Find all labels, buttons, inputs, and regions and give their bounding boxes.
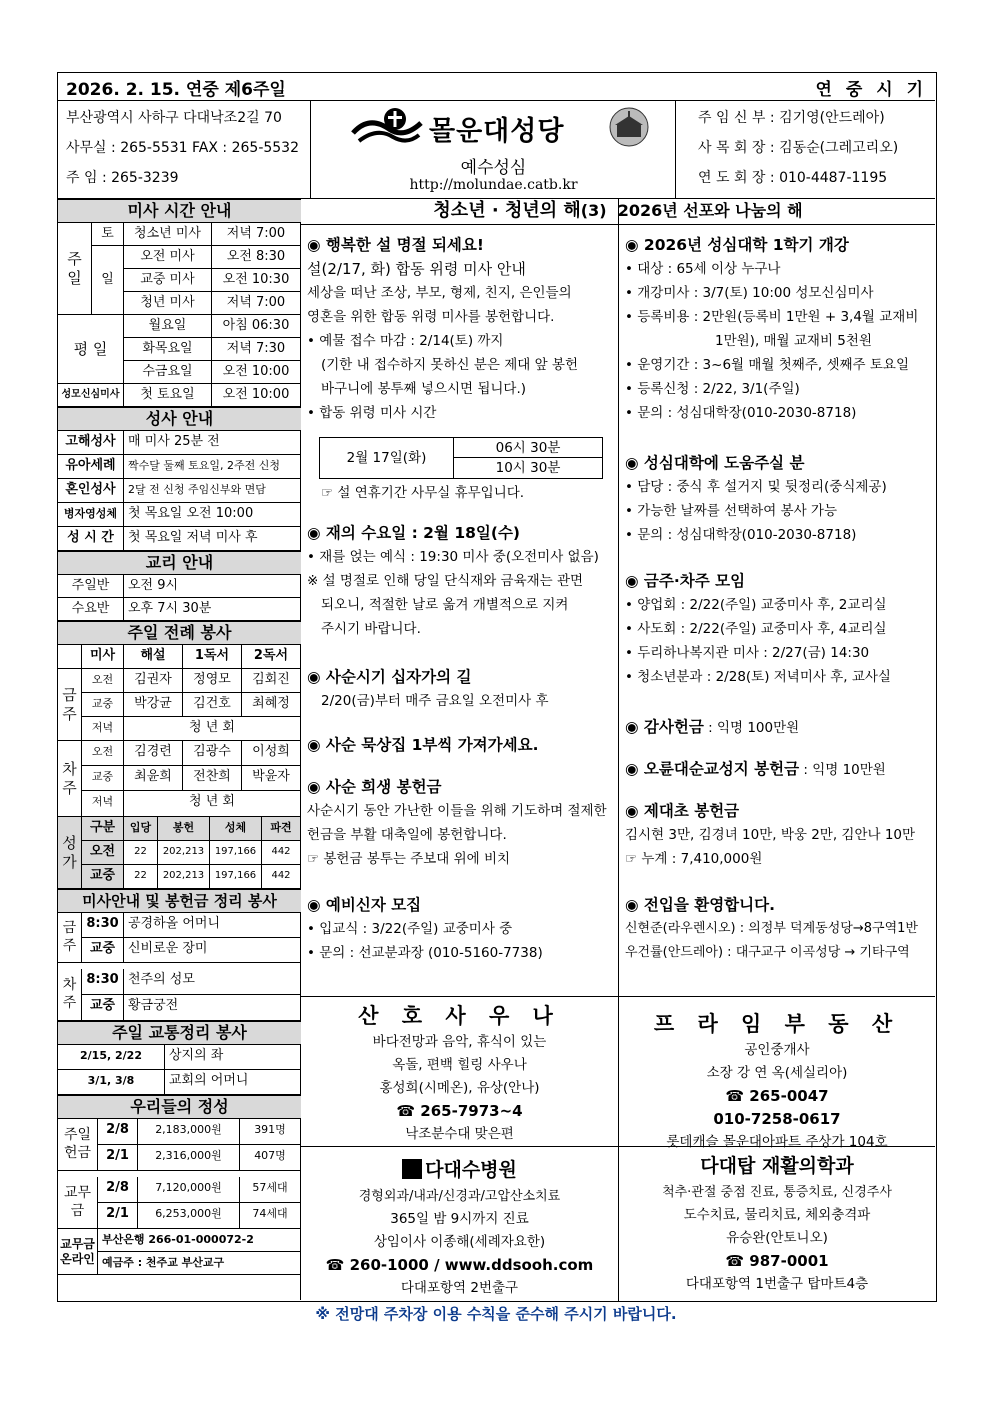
liturgy-service-title: 주일 전례 봉사 <box>58 621 301 645</box>
church-motto: 예수성심 <box>460 158 527 178</box>
liturgical-season: 연 중 시 기 <box>815 80 927 100</box>
traffic-group: 상지의 좌 <box>165 1045 301 1070</box>
ash-wednesday-notice <box>307 521 614 641</box>
liturgy-mass: 저녁 <box>82 717 124 741</box>
liturgy-mass: 저녁 <box>82 791 124 817</box>
liturgy-person: 이성희 <box>242 741 301 766</box>
notice-text: ☞ 봉헌금 봉투는 주보대 위에 비치 <box>307 851 511 867</box>
catechism-class: 수요반 <box>58 598 124 621</box>
church-staff <box>676 101 935 199</box>
sacrament-info: 첫 목요일 오전 10:00 <box>124 503 301 527</box>
notice-text: 사순시기 동안 가난한 이들을 위해 기도하며 절제한 <box>307 803 607 819</box>
choir-song: 442 <box>262 841 301 865</box>
office-closed-note <box>307 481 614 505</box>
special-mass-time: 오전 10:00 <box>212 384 301 407</box>
choir-song: 22 <box>124 841 158 865</box>
advertisements <box>301 996 935 1300</box>
guide-mass: 교중 <box>82 938 124 963</box>
mass-time: 저녁 7:00 <box>212 223 301 246</box>
choir-song: 22 <box>124 865 158 889</box>
ad-title: 다대탑 재활의학과 <box>700 1155 854 1177</box>
year-theme-subtitle: 2026년 선포와 나눔의 해 <box>617 201 803 220</box>
catechism-title: 교리 안내 <box>58 551 301 575</box>
notice-text: • 등록비용 : 2만원(등록비 1만원 + 3,4월 교재비 <box>625 309 919 325</box>
offering-date: 2/1 <box>98 1203 138 1229</box>
liturgy-mass: 오전 <box>82 669 124 693</box>
catechism-time: 오후 7시 30분 <box>124 598 301 621</box>
notice-text: (기한 내 접수하지 못하신 분은 제대 앞 봉헌 <box>321 357 579 373</box>
choir-mass: 교중 <box>82 865 124 889</box>
sacrament-label: 혼인성사 <box>58 479 124 503</box>
traffic-date: 3/1, 3/8 <box>58 1070 165 1095</box>
notice-text: 영혼을 위한 합동 위령 미사를 봉헌합니다. <box>307 309 555 325</box>
volunteer-notice <box>625 451 931 547</box>
sacrament-label: 고해성사 <box>58 431 124 455</box>
notice-text: 세상을 떠난 조상, 부모, 형제, 친지, 은인들의 <box>307 285 572 301</box>
notice-text: : 익명 100만원 <box>703 720 800 736</box>
lent-booklet-notice <box>307 733 614 757</box>
notice-title: ◉ 사순 희생 봉헌금 <box>307 778 442 796</box>
notice-text: 우건률(안드레아) : 대구교구 이곡성당 → 기타구역 <box>625 945 910 960</box>
ad-title: 다대수병원 <box>301 1155 618 1185</box>
notice-text: • 운영기간 : 3~6월 매월 첫째주, 셋째주 토요일 <box>625 357 909 373</box>
next-week-label: 차주 <box>58 741 82 817</box>
offering-date: 2/8 <box>98 1177 138 1203</box>
traffic-group: 교회의 어머니 <box>165 1070 301 1095</box>
liturgy-mass: 오전 <box>82 741 124 766</box>
notice-text: • 두리하나복지관 미사 : 2/27(금) 14:30 <box>625 645 870 661</box>
year-theme-number: (3) <box>580 201 607 220</box>
liturgy-person: 박강균 <box>124 693 183 717</box>
weekday-time: 오전 10:00 <box>212 361 301 384</box>
notice-text: • 개강미사 : 3/7(토) 10:00 성모신심미사 <box>625 285 874 301</box>
liturgy-mass: 교중 <box>82 693 124 717</box>
prayer-leader: 연 도 회 장 : 010-4487-1195 <box>698 170 888 186</box>
ad-text: 척추·관절 중점 진료, 통증치료, 신경주사 <box>662 1185 892 1200</box>
sacrament-info: 매 미사 25분 전 <box>124 431 301 455</box>
notice-text: • 양업회 : 2/22(주일) 교중미사 후, 2교리실 <box>625 597 887 613</box>
notice-subtitle: 설(2/17, 화) 합동 위령 미사 안내 <box>307 260 526 278</box>
notice-text: • 가능한 날짜를 선택하여 봉사 가능 <box>625 503 837 519</box>
account-holder: 예금주 : 천주교 부산교구 <box>98 1252 301 1275</box>
guide-this-week: 금주 <box>58 913 82 963</box>
catechism-class: 주일반 <box>58 575 124 598</box>
mass-time: 오전 8:30 <box>212 246 301 269</box>
ad-title: 프 라 임 부 동 산 <box>653 1012 901 1036</box>
mass-time: 오전 10:30 <box>212 269 301 292</box>
liturgy-person: 김회진 <box>242 669 301 693</box>
church-address: 부산광역시 사하구 다대낙조2길 70 <box>66 110 282 126</box>
liturgy-header: 1독서 <box>183 645 242 669</box>
choir-label: 성가 <box>58 817 82 889</box>
ad-text: 옥돌, 편백 힐링 사우나 <box>392 1057 527 1073</box>
seniors-college-notice <box>625 233 931 425</box>
pastor-phone: 주 임 : 265-3239 <box>66 170 179 186</box>
notice-text: ※ 설 명절로 인해 당일 단식재와 금육재는 관면 <box>307 573 584 589</box>
memorial-mass-time: 10시 30분 <box>495 460 561 476</box>
catechumen-notice <box>307 893 614 965</box>
notice-title: ◉ 재의 수요일 : 2월 18일(수) <box>307 524 521 542</box>
notice-title: ◉ 전입을 환영합니다. <box>625 896 775 914</box>
choir-song: 197,166 <box>210 841 262 865</box>
mass-times-title: 미사 시간 안내 <box>58 199 301 223</box>
new-year-notice <box>307 233 614 425</box>
church-header <box>58 101 935 199</box>
notice-title: ◉ 제대초 봉헌금 <box>625 802 740 820</box>
sacrament-info: 짝수달 둘째 토요일, 2주전 신청 <box>124 455 301 479</box>
liturgy-group: 청 년 회 <box>124 717 301 741</box>
ad-phone[interactable]: ☎ 260-1000 / www.ddsooh.com <box>325 1256 594 1274</box>
ad-text: 365일 밤 9시까지 진료 <box>390 1211 529 1227</box>
offering-count: 74세대 <box>240 1203 301 1229</box>
choir-song: 202,213 <box>158 841 210 865</box>
choir-song: 442 <box>262 865 301 889</box>
mass-name: 교중 미사 <box>124 269 212 292</box>
offering-count: 407명 <box>240 1145 301 1171</box>
ad-phone: 010-7258-0617 <box>713 1110 841 1128</box>
weekday-label: 평 일 <box>58 315 124 384</box>
guide-mass: 8:30 <box>82 913 124 938</box>
notice-text: • 등록신청 : 2/22, 3/1(주일) <box>625 381 800 397</box>
ad-realestate <box>619 997 935 1150</box>
liturgy-person: 정영모 <box>183 669 242 693</box>
offering-count: 57세대 <box>240 1177 301 1203</box>
left-column <box>58 199 301 1300</box>
sacrament-label: 병자영성체 <box>58 503 124 527</box>
notice-text: • 예물 접수 마감 : 2/14(토) 까지 <box>307 333 504 349</box>
notice-title: ◉ 사순 묵상집 1부씩 가져가세요. <box>307 736 539 754</box>
mass-time: 저녁 7:00 <box>212 292 301 315</box>
saturday-label: 토 <box>92 223 124 246</box>
guide-mass: 8:30 <box>82 969 124 995</box>
notice-title: ◉ 금주·차주 모임 <box>625 572 746 590</box>
sacrament-label: 유아세례 <box>58 455 124 479</box>
sunday-label: 주 일 <box>58 223 92 315</box>
notice-title: ◉ 예비신자 모집 <box>307 896 422 914</box>
ad-title: 산 호 사 우 나 <box>358 1004 561 1028</box>
liturgy-person: 최혜정 <box>242 693 301 717</box>
ad-phone: ☎ 265-7973~4 <box>396 1102 523 1120</box>
lent-offering-notice <box>307 775 614 871</box>
hospital-logo-icon <box>402 1159 422 1179</box>
liturgy-person: 김권자 <box>124 669 183 693</box>
sacrament-info: 첫 목요일 저녁 미사 후 <box>124 527 301 551</box>
notice-text: • 재를 얹는 예식 : 19:30 미사 중(오전미사 없음) <box>307 549 599 565</box>
liturgy-person: 박윤자 <box>242 766 301 791</box>
ad-sauna <box>301 997 619 1147</box>
middle-column <box>301 199 619 996</box>
choir-header: 봉헌 <box>158 817 210 841</box>
stations-of-cross-notice <box>307 665 614 713</box>
pastor-name: 주 임 신 부 : 김기영(안드레아) <box>698 110 885 126</box>
welcome-newcomers <box>625 893 931 965</box>
notice-text: • 문의 : 선교분과장 (010-5160-7738) <box>307 945 543 961</box>
liturgy-header: 미사 <box>82 645 124 669</box>
ad-text: 낙조분수대 맞은편 <box>405 1126 514 1142</box>
notice-title: ◉ 사순시기 십자가의 길 <box>307 668 472 686</box>
notice-title: ◉ 성심대학에 도움주실 분 <box>625 454 805 472</box>
offering-amount: 7,120,000원 <box>138 1177 240 1203</box>
shrine-offering <box>625 757 931 782</box>
parking-notice: ※ 전망대 주차장 이용 수칙을 준수해 주시기 바랍니다. <box>315 1305 677 1323</box>
bank-account: 부산은행 266-01-000072-2 <box>98 1229 301 1252</box>
ad-text: 롯데캐슬 몰운대아파트 주상가 104호 <box>666 1134 888 1150</box>
liturgy-person: 전찬희 <box>183 766 242 791</box>
this-week-label: 금주 <box>58 669 82 741</box>
offering-amount: 6,253,000원 <box>138 1203 240 1229</box>
guide-mass: 교중 <box>82 995 124 1021</box>
notice-text: 되오니, 적절한 날로 옮겨 개별적으로 지켜 <box>321 597 569 613</box>
liturgy-person: 김건호 <box>183 693 242 717</box>
guide-next-week: 차주 <box>58 969 82 1021</box>
choir-song: 197,166 <box>210 865 262 889</box>
choir-header: 구분 <box>82 817 124 841</box>
office-phone: 사무실 : 265-5531 FAX : 265-5532 <box>66 140 299 156</box>
weekday-name: 화목요일 <box>124 338 212 361</box>
traffic-service-title: 주일 교통정리 봉사 <box>58 1021 301 1045</box>
right-column <box>619 225 935 996</box>
sacrament-label: 성 시 간 <box>58 527 124 551</box>
ad-text: 다대포항역 1번출구 탑마트4층 <box>685 1276 869 1292</box>
notice-text: 1만원), 매월 교재비 5천원 <box>715 333 872 349</box>
online-label: 교무금 온라인 <box>58 1229 98 1275</box>
ad-text: 다대포항역 2번출구 <box>400 1280 519 1296</box>
guide-group: 공경하올 어머니 <box>124 913 301 938</box>
choir-header: 성체 <box>210 817 262 841</box>
offering-date: 2/1 <box>98 1145 138 1171</box>
notice-text: 김시현 3만, 김경녀 10만, 박웅 2만, 김안나 10만 <box>625 827 916 843</box>
day-label: 일 <box>92 246 124 315</box>
notice-title: ◉ 오륜대순교성지 봉헌금 <box>625 760 800 778</box>
memorial-mass-time-table <box>319 437 603 479</box>
liturgy-corner <box>58 645 82 669</box>
altar-candle-offering <box>625 799 931 871</box>
notice-text: • 합동 위령 미사 시간 <box>307 405 437 421</box>
notice-title: ◉ 2026년 성심대학 1학기 개강 <box>625 236 849 254</box>
guide-group: 황금궁전 <box>124 995 301 1021</box>
notice-text: 헌금을 부활 대축일에 봉헌합니다. <box>307 827 507 843</box>
notice-text: 바구니에 봉투째 넣으시면 됩니다.) <box>321 381 527 397</box>
choir-mass: 오전 <box>82 841 124 865</box>
notice-title: ◉ 행복한 설 명절 되세요! <box>307 236 484 254</box>
sunday-offering-label: 주일 헌금 <box>58 1119 98 1171</box>
ad-text: 경형외과/내과/신경과/고압산소치료 <box>358 1189 561 1204</box>
liturgy-header: 2독서 <box>242 645 301 669</box>
bulletin-date: 2026. 2. 15. 연중 제6주일 <box>66 80 286 100</box>
memorial-mass-date: 2월 17일(화) <box>320 438 454 478</box>
liturgy-group: 청 년 회 <box>124 791 301 817</box>
ad-text: 상임이사 이종해(세례자요한) <box>373 1234 546 1250</box>
bulletin-page <box>57 72 937 1302</box>
ad-text: 소장 강 연 옥(세실리아) <box>706 1065 848 1081</box>
council-chairman: 사 목 회 장 : 김동순(그레고리오) <box>698 140 899 156</box>
offering-count: 391명 <box>240 1119 301 1145</box>
ad-text: 공인중개사 <box>744 1042 810 1058</box>
notice-text: • 담당 : 중식 후 설거지 및 뒷정리(중식제공) <box>625 479 887 495</box>
weekday-time: 저녁 7:30 <box>212 338 301 361</box>
meetings-notice <box>625 569 931 689</box>
choir-header: 입당 <box>124 817 158 841</box>
notice-title: ◉ 감사헌금 <box>625 718 704 736</box>
liturgy-person: 김경련 <box>124 741 183 766</box>
liturgy-person: 김광수 <box>183 741 242 766</box>
church-url[interactable]: http://molundae.catb.kr <box>409 177 578 193</box>
notice-text: • 입교식 : 3/22(주일) 교중미사 중 <box>307 921 513 937</box>
notice-text: 주시기 바랍니다. <box>321 621 421 637</box>
date-row <box>58 73 935 101</box>
notice-text: • 대상 : 65세 이상 누구나 <box>625 261 781 277</box>
guide-group: 천주의 성모 <box>124 969 301 995</box>
monthly-offering-label: 교무 금 <box>58 1177 98 1229</box>
liturgy-header: 해설 <box>124 645 183 669</box>
guide-group: 신비로운 장미 <box>124 938 301 963</box>
special-mass-name: 첫 토요일 <box>124 384 212 407</box>
notice-text: • 사도회 : 2/22(주일) 교중미사 후, 4교리실 <box>625 621 887 637</box>
liturgy-person: 최윤희 <box>124 766 183 791</box>
church-contact <box>58 101 311 199</box>
special-mass-label: 성모신심미사 <box>58 384 124 407</box>
ad-text: 바다전망과 음악, 휴식이 있는 <box>372 1034 547 1050</box>
thanksgiving-offering <box>625 715 931 740</box>
ad-hospital <box>301 1147 619 1301</box>
mass-name: 청년 미사 <box>124 292 212 315</box>
notice-text: • 문의 : 성심대학장(010-2030-8718) <box>625 405 857 421</box>
ad-phone: ☎ 265-0047 <box>725 1087 829 1105</box>
ad-text: 도수치료, 물리치료, 체외충격파 <box>683 1207 871 1223</box>
mass-name: 청소년 미사 <box>124 223 212 246</box>
weekday-time: 아침 06:30 <box>212 315 301 338</box>
memorial-mass-time: 06시 30분 <box>454 438 602 458</box>
guide-service-title: 미사안내 및 봉헌금 정리 봉사 <box>58 889 301 913</box>
offering-amount: 2,316,000원 <box>138 1145 240 1171</box>
notice-text: • 문의 : 성심대학장(010-2030-8718) <box>625 527 857 543</box>
notice-text: ☞ 누계 : 7,410,000원 <box>625 851 763 867</box>
notice-text: 2/20(금)부터 매주 금요일 오전미사 후 <box>321 693 549 709</box>
offering-title: 우리들의 정성 <box>58 1095 301 1119</box>
ad-rehab-clinic <box>619 1147 935 1301</box>
notice-text: 신현준(라우렌시오) : 의정부 덕계동성당→8구역1반 <box>625 921 918 936</box>
sacraments-title: 성사 안내 <box>58 407 301 431</box>
offering-amount: 2,183,000원 <box>138 1119 240 1145</box>
mass-name: 오전 미사 <box>124 246 212 269</box>
church-emblem-icon <box>349 105 425 149</box>
notice-text: • 청소년분과 : 2/28(토) 저녁미사 후, 교사실 <box>625 669 891 685</box>
weekday-name: 수금요일 <box>124 361 212 384</box>
offering-date: 2/8 <box>98 1119 138 1145</box>
notice-text: : 익명 10만원 <box>799 762 886 778</box>
catechism-time: 오전 9시 <box>124 575 301 598</box>
year-theme-title: 청소년 · 청년의 해 <box>433 200 581 221</box>
notice-text: ☞ 설 연휴기간 사무실 휴무입니다. <box>321 485 525 501</box>
liturgy-mass: 교중 <box>82 766 124 791</box>
ad-text: 유승완(안토니오) <box>726 1230 828 1246</box>
traffic-date: 2/15, 2/22 <box>58 1045 165 1070</box>
sacrament-info: 2달 전 신청 주임신부와 면담 <box>124 479 301 503</box>
church-name: 몰운대성당 <box>429 116 565 147</box>
ad-phone: ☎ 987-0001 <box>725 1252 829 1270</box>
church-logo-area <box>311 101 676 199</box>
church-building-icon <box>607 107 651 147</box>
choir-song: 202,213 <box>158 865 210 889</box>
ad-text: 홍성희(시메온), 유상(안나) <box>379 1080 540 1096</box>
weekday-name: 월요일 <box>124 315 212 338</box>
choir-header: 파견 <box>262 817 301 841</box>
